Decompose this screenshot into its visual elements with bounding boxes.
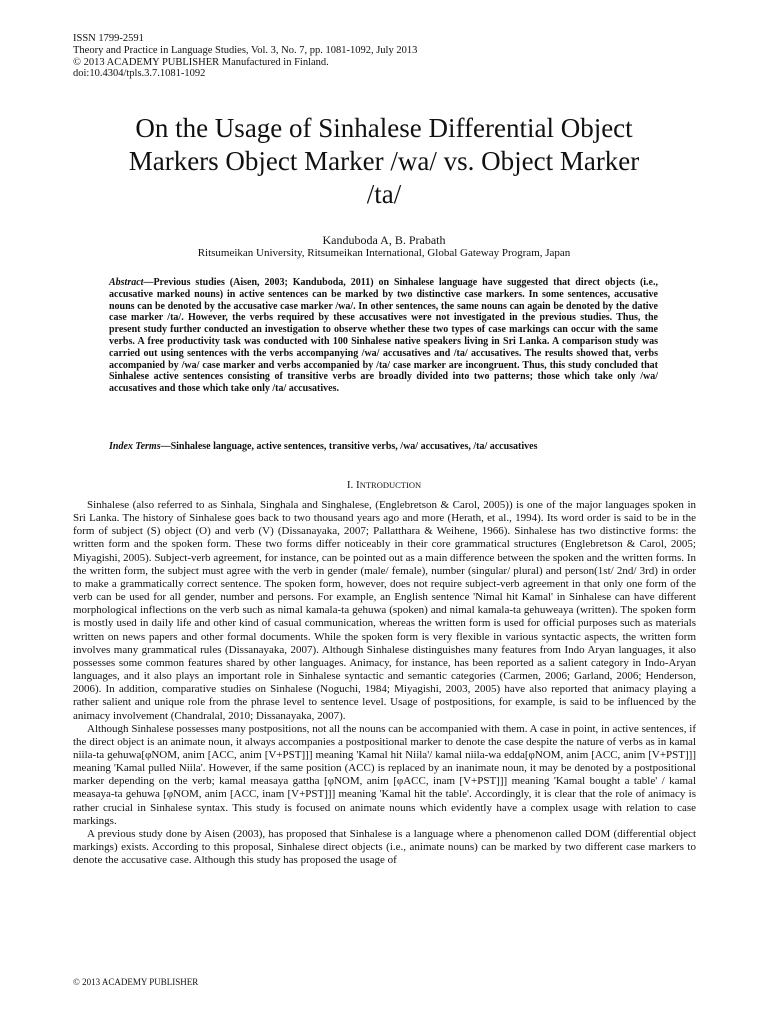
- issn-line: ISSN 1799-2591: [73, 33, 144, 44]
- journal-header: [73, 33, 417, 80]
- paragraph-3: A previous study done by Aisen (2003), has proposed that Sinhalese is a language where a phenomenon called DOM (differential object markings) exists. According to this proposal, Sinhalese direct objects (i.e., animate nouns) can be marked by two different case markers to denote the accusative case. Although this study has proposed the usage of: [73, 827, 696, 867]
- abstract-label: Abstract: [109, 277, 144, 288]
- doi-line: doi:10.4304/tpls.3.7.1081-1092: [73, 68, 206, 80]
- journal-line: Theory and Practice in Language Studies, Vol. 3, No. 7, pp. 1081-1092, July 2013: [73, 44, 418, 56]
- paragraph-2: Although Sinhalese possesses many postpositions, not all the nouns can be accompanied with them. A case in point, in active sentences, if the direct object is an animate noun, it always accompanies a postpositional marker to denote the case despite the nature of verbs as in kamal niila-ta gehuwa[φNOM, anim [ACC, anim [V+PST]]] meaning 'Kamal hit Niila'/ kamal niila-wa edda[φNOM, anim [ACC, anim [V+PST]]] meaning 'Kamal pulled Niila'. However, if the same position (ACC) is replaced by an inanimate noun, it may be denoted by a postpositional marker depending on the verb; kamal measaya gattha [φNOM, anim [φACC, inam [V+PST]]] meaning 'Kamal bought a table' / kamal measaya-ta gehuwa [φNOM, anim [ACC, inam [V+PST]]] meaning 'Kamal hit the table'. Accordingly, it is clear that the role of animacy is rather crucial in Sinhalese syntax. This study is focused on animate nouns which evidently have a complex usage with relation to case markings.: [73, 722, 696, 827]
- section-rest: NTRODUCTION: [359, 480, 422, 490]
- affiliation: Ritsumeikan University, Ritsumeikan International, Global Gateway Program, Japan: [197, 247, 571, 259]
- section-number: I.: [346, 479, 357, 491]
- section-heading: [0, 479, 768, 492]
- title-line-3: /ta/: [366, 179, 402, 209]
- section-initial: I: [356, 479, 360, 491]
- footer: © 2013 ACADEMY PUBLISHER: [73, 977, 199, 987]
- abstract: [109, 277, 658, 395]
- authors: Kanduboda A, B. Prabath: [322, 233, 446, 247]
- copyright-line: © 2013 ACADEMY PUBLISHER Manufactured in Finland.: [73, 56, 329, 68]
- index-terms-text: —Sinhalese language, active sentences, transitive verbs, /wa/ accusatives, /ta/ accusatives: [160, 441, 538, 452]
- title-line-1: On the Usage of Sinhalese Differential Object: [135, 113, 633, 143]
- body-text: [73, 499, 696, 867]
- index-terms-label: Index Terms: [109, 441, 161, 452]
- abstract-text: —Previous studies (Aisen, 2003; Kanduboda, 2011) on Sinhalese language have suggested that direct objects (i.e., accusative marked nouns) in active sentences can be marked by two distinctive case markers. In some sentences, accusative nouns can be denoted by the accusative case marker /wa/. In other sentences, the same nouns can again be denoted by the dative case marker /ta/. However, the verbs required by these accusatives were not investigated in the previous studies. Thus, the present study further conducted an investigation to observe whether these two types of case markings can occur with the same verbs. A free productivity task was conducted with 100 Sinhalese native speakers living in Sri Lanka. A comparison study was carried out using sentences with the verbs accompanying /wa/ accusatives and /ta/ accusatives. The results showed that, verbs accompanied by /wa/ case marker and verbs accompanied by /ta/ case marker are incongruent. Thus, this study concluded that Sinhalese active sentences consisting of transitive verbs are broadly divided into two patterns; those which take only /wa/ accusatives and those which take only /ta/ accusatives.: [109, 277, 658, 395]
- paragraph-1: Sinhalese (also referred to as Sinhala, Singhala and Singhalese, (Englebretson & Carol, 2005)) is one of the major languages spoken in Sri Lanka. The history of Sinhalese goes back to two thousand years ago and more (Herath, et al., 1994). Its word order is said to be in the form of subject (S) object (O) and verb (V) (Dissanayaka, 2007; Pallatthara & Weihene, 1966). Sinhalese has two distinctive forms: the written form and the spoken form. These two forms differ noticeably in their core grammatical structures (Englebretson & Carol, 2005; Miyagishi, 2005). Subject-verb agreement, for instance, can be pointed out as a main difference between the spoken and the written forms. In the written form, the subject must agree with the verb in gender (male/ female), number (singular/ plural) and person(1st/ 2nd/ 3rd) in order to make a grammatically correct sentence. The spoken form, however, does not require subject-verb agreement in that only one form of the verb can be used for all gender, number and persons. For example, an English sentence 'Nimal hit Kamal' in Sinhalese can have different morphological inflections on the verb such as nimal kamala-ta gehuwa (spoken) and nimal kamala-ta gehuweaya (written). The spoken form is mostly used in daily life and other kind of casual communication, whereas the written form is used for official purposes such as materials written on news papers and other formal documents. While the spoken form is very flexible in various syntactic aspects, the written form involves many grammatical rules (Dissanayaka, 2007). Although Sinhalese distinguishes many features from Indo Aryan languages, it also possesses some common features shared by other languages. Animacy, for instance, has been reported as a salient category in Indo-Aryan languages, and it also plays an important role in Sinhalese syntactic and semantic categories (Carmen, 2006; Garland, 2006; Henderson, 2006). In addition, comparative studies on Sinhalese (Noguchi, 1984; Miyagishi, 2003, 2005) have also reported that animacy playing a rather salient and unique role from the phrase level to sentence level. Usage of postpositions, for example, is said to be influenced by the animacy involvement (Chandralal, 2010; Dissanayaka, 2007).: [73, 499, 696, 722]
- title-line-2: Markers Object Marker /wa/ vs. Object Marker: [128, 146, 640, 176]
- index-terms: [109, 441, 658, 453]
- paper-title: [40, 112, 728, 211]
